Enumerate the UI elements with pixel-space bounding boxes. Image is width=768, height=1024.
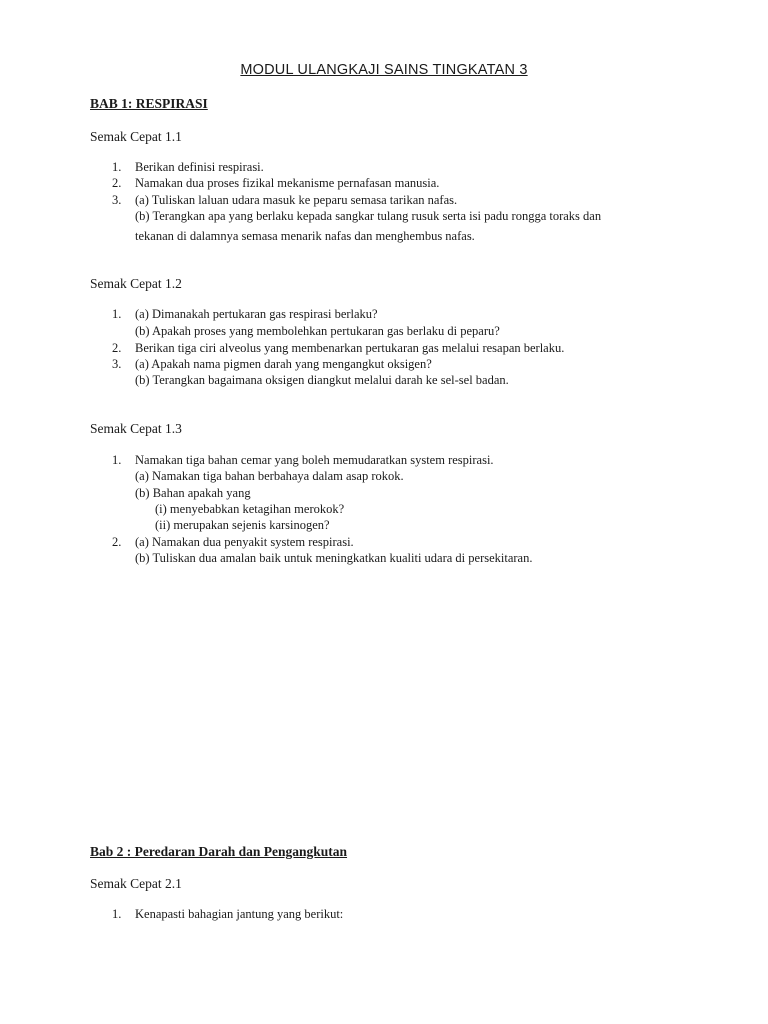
question-text: (ii) merupakan sejenis karsinogen? bbox=[155, 518, 330, 532]
section-label-1-3: Semak Cepat 1.3 bbox=[90, 421, 182, 436]
list-number: 1. bbox=[112, 160, 122, 174]
section-label-2-1: Semak Cepat 2.1 bbox=[90, 876, 182, 891]
list-number: 1. bbox=[112, 907, 122, 921]
list-number: 1. bbox=[112, 307, 122, 321]
question-text: Namakan dua proses fizikal mekanisme pernafasan manusia. bbox=[135, 176, 440, 190]
list-number: 3. bbox=[112, 357, 122, 371]
section-label-1-1: Semak Cepat 1.1 bbox=[90, 129, 182, 144]
question-text: Berikan tiga ciri alveolus yang membenarkan pertukaran gas melalui resapan berlaku. bbox=[135, 341, 565, 355]
list-number: 3. bbox=[112, 193, 122, 207]
question-text: Berikan definisi respirasi. bbox=[135, 160, 264, 174]
question-text: (b) Terangkan bagaimana oksigen diangkut melalui darah ke sel-sel badan. bbox=[135, 373, 509, 387]
chapter-2-heading: Bab 2 : Peredaran Darah dan Pengangkutan bbox=[90, 844, 348, 859]
section-label-1-2: Semak Cepat 1.2 bbox=[90, 276, 182, 291]
chapter-1-heading: BAB 1: RESPIRASI bbox=[90, 96, 208, 111]
question-text: (a) Namakan tiga bahan berbahaya dalam asap rokok. bbox=[135, 469, 404, 483]
question-text: (a) Apakah nama pigmen darah yang mengangkut oksigen? bbox=[135, 357, 432, 371]
page-title: MODUL ULANGKAJI SAINS TINGKATAN 3 bbox=[240, 62, 528, 78]
question-text: (b) Terangkan apa yang berlaku kepada sangkar tulang rusuk serta isi padu rongga toraks dan bbox=[135, 209, 602, 223]
question-text: Namakan tiga bahan cemar yang boleh memudaratkan system respirasi. bbox=[135, 453, 494, 467]
list-number: 1. bbox=[112, 453, 122, 467]
question-text: (i) menyebabkan ketagihan merokok? bbox=[155, 502, 345, 516]
question-text: tekanan di dalamnya semasa menarik nafas dan menghembus nafas. bbox=[135, 229, 475, 243]
list-number: 2. bbox=[112, 535, 122, 549]
question-text: (b) Tuliskan dua amalan baik untuk meningkatkan kualiti udara di persekitaran. bbox=[135, 551, 533, 565]
question-text: (a) Tuliskan laluan udara masuk ke peparu semasa tarikan nafas. bbox=[135, 193, 458, 207]
list-number: 2. bbox=[112, 341, 122, 355]
question-text: (a) Dimanakah pertukaran gas respirasi berlaku? bbox=[135, 307, 378, 321]
question-text: (b) Bahan apakah yang bbox=[135, 486, 251, 500]
list-number: 2. bbox=[112, 176, 122, 190]
question-text: (a) Namakan dua penyakit system respirasi. bbox=[135, 535, 354, 549]
question-text: Kenapasti bahagian jantung yang berikut: bbox=[135, 907, 344, 921]
question-text: (b) Apakah proses yang membolehkan pertukaran gas berlaku di peparu? bbox=[135, 324, 500, 338]
